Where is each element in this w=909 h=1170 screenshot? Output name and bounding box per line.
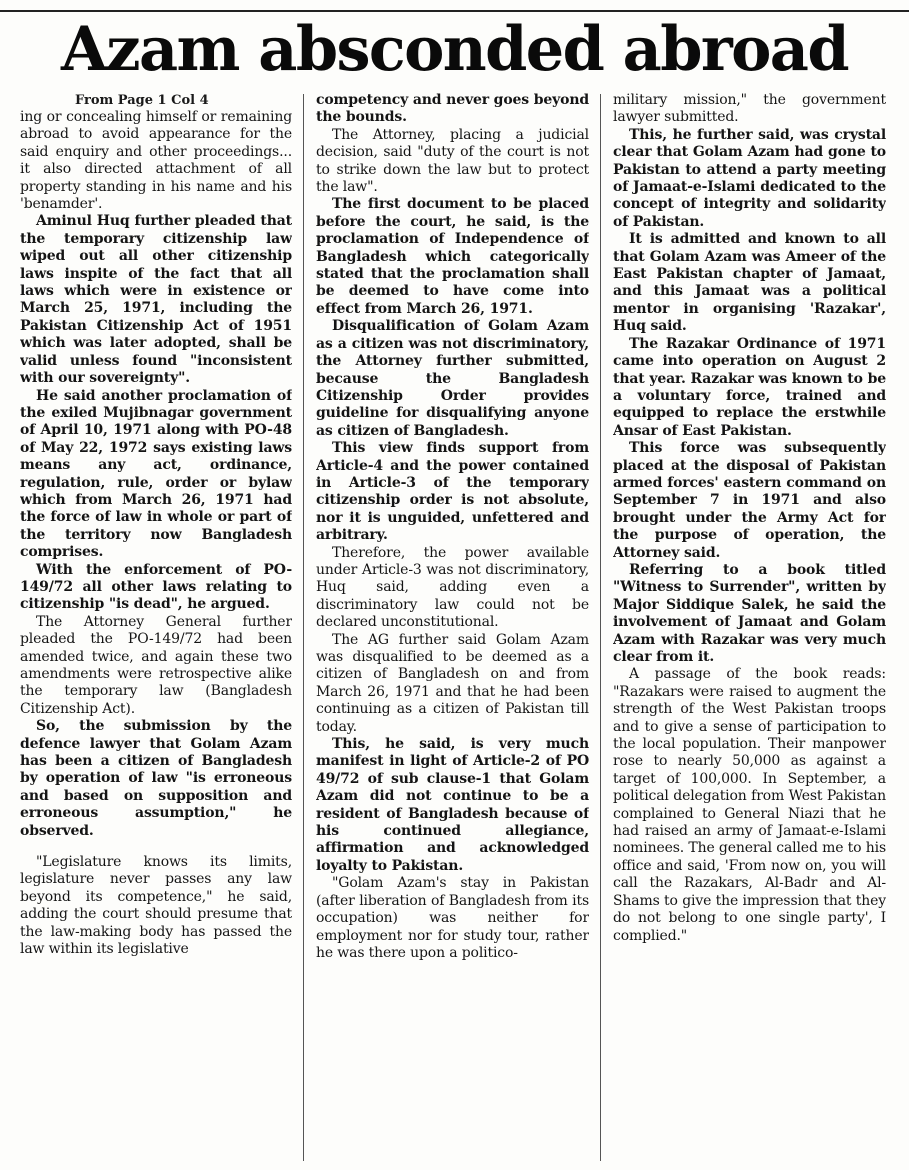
paragraph: This view finds support from Article-4 and the power contained in Article-3 of the temporary citizenship order is not absolute, nor it is unguided, unfettered and arbitrary. [316,440,589,544]
paragraph: The AG further said Golam Azam was disqualified to be deemed as a citizen of Bangladesh on and from March 26, 1971 and that he had been continuing as a citizen of Pakistan till today. [316,631,589,735]
paragraph: military mission," the government lawyer submitted. [613,92,886,126]
column-1 [20,92,292,1167]
paragraph: "Legislature knows its limits, legislature never passes any law beyond its competence," he said, adding the court should presume that the law-making body has passed the law within its legislative [20,854,292,958]
paragraph: He said another proclamation of the exiled Mujibnagar government of April 10, 1971 along with PO-48 of May 22, 1972 says existing laws means any act, ordinance, regulation, rule, order or bylaw which from March 26, 1971 had the force of law in whole or part of the territory now Bangladesh comprises. [20,387,292,561]
paragraph: The Attorney, placing a judicial decision, said "duty of the court is not to strike down the law but to protect the law". [316,126,589,196]
paragraph: Referring to a book titled "Witness to Surrender", written by Major Siddique Salek, he said the involvement of Jamaat and Golam Azam with Razakar was very much clear from it. [613,561,886,665]
headline: Azam absconded abroad [61,14,848,85]
paragraph: This force was subsequently placed at the disposal of Pakistan armed forces' eastern command on September 7 in 1971 and also brought under the Army Act for the purpose of operation, the Attorney said. [613,440,886,561]
paragraph: Therefore, the power available under Article-3 was not discriminatory, Huq said, adding even a discriminatory law could not be declared unconstitutional. [316,544,589,631]
paragraph: This, he further said, was crystal clear that Golam Azam had gone to Pakistan to attend a party meeting of Jamaat-e-Islami dedicated to the concept of integrity and solidarity of Pakistan. [613,126,886,230]
paragraph: "Golam Azam's stay in Pakistan (after liberation of Bangladesh from its occupation) was neither for employment nor for study tour, rather he was there upon a politico- [316,875,589,961]
paragraph: This, he said, is very much manifest in light of Article-2 of PO 49/72 of sub clause-1 that Golam Azam did not continue to be a resident of Bangladesh because of his continued allegiance, affirmation and acknowledged loyalty to Pakistan. [316,736,589,874]
column-divider [600,94,601,1161]
paragraph: A passage of the book reads: "Razakars were raised to augment the strength of the West Pakistan troops and to give a sense of participation to the local population. Their manpower rose to nearly 50,000 as against a target of 100,000. In September, a political delegation from West Pakistan complained to General Niazi that he had raised an army of Jamaat-e-Islami nominees. The general called me to his office and said, 'From now on, you will call the Razakars, Al-Badr and Al-Shams to give the impression that they do not belong to one single party', I complied." [613,666,886,944]
paragraph: It is admitted and known to all that Golam Azam was Ameer of the East Pakistan chapter of Jamaat, and this Jamaat was a political mentor in organising 'Razakar', Huq said. [613,231,886,335]
paragraph: The first document to be placed before the court, he said, is the proclamation of Independence of Bangladesh which categorically stated that the proclamation shall be deemed to have come into effect from March 26, 1971. [316,196,589,317]
paragraph: The Attorney General further pleaded the PO-149/72 had been amended twice, and again these two amendments were retrospective alike the temporary law (Bangladesh Citizenship Act). [20,613,292,717]
column-2 [316,92,589,1167]
paragraph: ing or concealing himself or remaining abroad to avoid appearance for the said enquiry and other proceedings... it also directed attachment of all property standing in his name and his 'benamder'. [20,109,292,213]
column-3 [613,92,886,1167]
jump-line: From Page 1 Col 4 [75,93,209,108]
paragraph: So, the submission by the defence lawyer that Golam Azam has been a citizen of Bangladesh by operation of law "is erroneous and based on supposition and erroneous assumption," he observed. [20,718,292,839]
column-divider [303,94,304,1161]
article-body [20,92,893,1167]
paragraph: Disqualification of Golam Azam as a citizen was not discriminatory, the Attorney further submitted, because the Bangladesh Citizenship Order provides guideline for disqualifying anyone as citizen of Bangladesh. [316,318,589,439]
paragraph: Aminul Huq further pleaded that the temporary citizenship law wiped out all other citizenship laws inspite of the fact that all laws which were in existence or March 25, 1971, including the Pakistan Citizenship Act of 1951 which was later adopted, shall be valid unless found "inconsistent with our sovereignty". [20,213,292,387]
paragraph: The Razakar Ordinance of 1971 came into operation on August 2 that year. Razakar was known to be a voluntary force, trained and equipped to replace the erstwhile Ansar of East Pakistan. [613,335,886,439]
paragraph: With the enforcement of PO-149/72 all other laws relating to citizenship "is dead", he argued. [20,561,292,613]
paragraph: competency and never goes beyond the bounds. [316,92,589,126]
